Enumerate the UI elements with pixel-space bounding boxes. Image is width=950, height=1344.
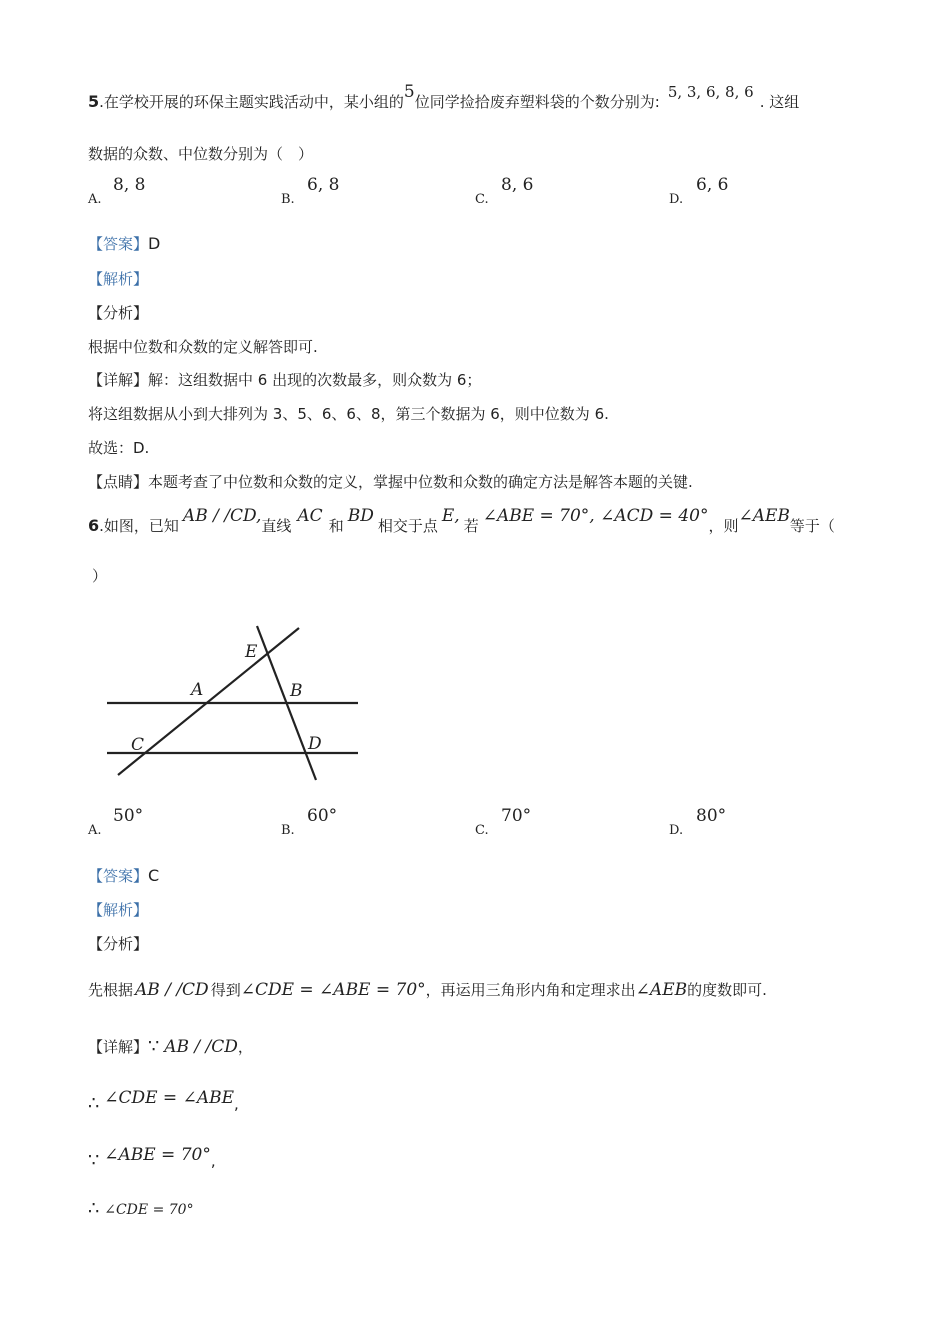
q5-analysis-tag: 【解析】 (88, 270, 149, 288)
q6-point-e: E, (441, 506, 460, 526)
q6-fenxi-m3: ∠AEB (635, 980, 688, 1000)
q6-step3: ∠ABE = 70° (104, 1145, 211, 1165)
q5-option-d-label: D. (669, 192, 684, 207)
label-a: A (191, 680, 204, 700)
q6-text-c: 和 (328, 517, 344, 535)
q6-because-2: ∵ (88, 1150, 100, 1171)
q6-therefore-1: ∴ (88, 1093, 100, 1114)
q5-text-b: 位同学捡拾废弃塑料袋的个数分别为: (414, 93, 660, 111)
q6-step1-end: ， (237, 1038, 253, 1056)
q5-detail-2: 将这组数据从小到大排列为 3、5、6、6、8，第三个数据为 6，则中位数为 6. (88, 405, 609, 423)
q6-detail-line3 (88, 1145, 216, 1171)
q6-answer-line (88, 866, 159, 886)
q6-option-c-label: C. (475, 823, 489, 838)
q6-angles-given: ∠ABE = 70°, ∠ACD = 40° (482, 506, 709, 526)
q6-geometry-figure (100, 620, 370, 794)
q6-fenxi-line (88, 980, 767, 1000)
q5-dianjing-text: 本题考查了中位数和众数的定义，掌握中位数和众数的确定方法是解答本题的关键. (148, 473, 693, 491)
q6-analysis-tag: 【解析】 (88, 901, 149, 919)
q6-detail-line4 (88, 1199, 194, 1220)
q6-text-a: .如图，已知 (99, 517, 179, 535)
q6-step3-end: , (210, 1152, 216, 1170)
q6-detail-line2 (88, 1088, 239, 1114)
q5-option-c-value: 8, 6 (501, 175, 534, 195)
q6-number: 6 (88, 516, 100, 535)
q6-option-b-label: B. (281, 823, 295, 838)
q6-fenxi-a: 先根据 (88, 981, 134, 999)
q6-text-b: 直线 (261, 517, 292, 535)
q6-line-ac: AC (297, 506, 323, 526)
q6-option-d-value: 80° (696, 806, 727, 826)
q6-text-e: 若 (463, 517, 479, 535)
q5-fenxi-text: 根据中位数和众数的定义解答即可. (88, 338, 318, 356)
q5-dianjing-line (88, 472, 693, 492)
q6-fenxi-d: 的度数即可. (687, 981, 767, 999)
q6-answer: C (148, 866, 160, 885)
q5-option-d-value: 6, 6 (696, 175, 729, 195)
q6-angle-target: ∠AEB (738, 506, 790, 526)
q5-detail-tag: 【详解】 (88, 371, 149, 389)
q5-option-a-value: 8, 8 (113, 175, 146, 195)
q6-option-c-value: 70° (501, 806, 532, 826)
q6-step4: ∠CDE = 70° (104, 1202, 194, 1218)
q5-text-c: . 这组 (759, 93, 800, 111)
label-e: E (245, 642, 258, 662)
q6-detail-line1 (88, 1037, 253, 1057)
q5-answer: D (148, 234, 161, 253)
q6-stem-line1 (88, 506, 835, 536)
q6-fenxi-m1: AB / /CD (135, 980, 209, 1000)
q6-option-d-label: D. (669, 823, 684, 838)
q5-option-a-label: A. (88, 192, 102, 207)
q6-option-b-value: 60° (307, 806, 338, 826)
label-c: C (131, 735, 145, 755)
q6-line-bd: BD (347, 506, 374, 526)
q6-step2: ∠CDE = ∠ABE (104, 1088, 235, 1108)
q5-number: 5 (88, 92, 100, 111)
q6-fenxi-tag: 【分析】 (88, 935, 149, 953)
q6-given-parallel: AB / /CD, (182, 506, 262, 526)
q5-detail-1: 解：这组数据中 6 出现的次数最多，则众数为 6； (148, 371, 482, 389)
q6-figure-svg (100, 620, 370, 790)
q5-dianjing-tag: 【点睛】 (88, 473, 149, 491)
label-d: D (308, 734, 322, 754)
q6-because-1: ∵ (148, 1036, 160, 1057)
q5-option-b-label: B. (281, 192, 295, 207)
q5-data-values: 5, 3, 6, 8, 6 (667, 83, 754, 101)
q5-fenxi-tag: 【分析】 (88, 304, 149, 322)
q6-step2-end: , (234, 1095, 239, 1113)
q6-text-f: ，则 (708, 517, 739, 535)
q6-text-d: 相交于点 (377, 517, 438, 535)
q6-text-g: 等于（ (789, 517, 835, 535)
q6-option-a-label: A. (88, 823, 102, 838)
q5-stem-line1 (88, 82, 800, 112)
q5-n-students: 5 (403, 82, 415, 102)
q5-detail-3: 故选：D. (88, 439, 150, 457)
q6-step1: AB / /CD (164, 1037, 238, 1057)
q6-fenxi-b: 得到 (210, 981, 241, 999)
q6-fenxi-m2: ∠CDE = ∠ABE = 70° (240, 980, 426, 1000)
q6-stem-line2: ） (92, 567, 108, 585)
q6-fenxi-c: ，再运用三角形内角和定理求出 (425, 981, 636, 999)
q6-answer-tag: 【答案】 (88, 867, 149, 885)
q5-answer-line (88, 234, 160, 254)
q5-answer-tag: 【答案】 (88, 235, 149, 253)
q5-detail-line1 (88, 370, 481, 390)
label-b: B (290, 681, 303, 701)
q5-option-c-label: C. (475, 192, 489, 207)
q5-stem-line2: 数据的众数、中位数分别为（ ） (88, 145, 314, 163)
q6-detail-tag: 【详解】 (88, 1038, 149, 1056)
q6-option-a-value: 50° (113, 806, 144, 826)
q6-therefore-2: ∴ (88, 1198, 100, 1219)
q5-option-b-value: 6, 8 (307, 175, 340, 195)
q5-text-a: .在学校开展的环保主题实践活动中，某小组的 (99, 93, 404, 111)
